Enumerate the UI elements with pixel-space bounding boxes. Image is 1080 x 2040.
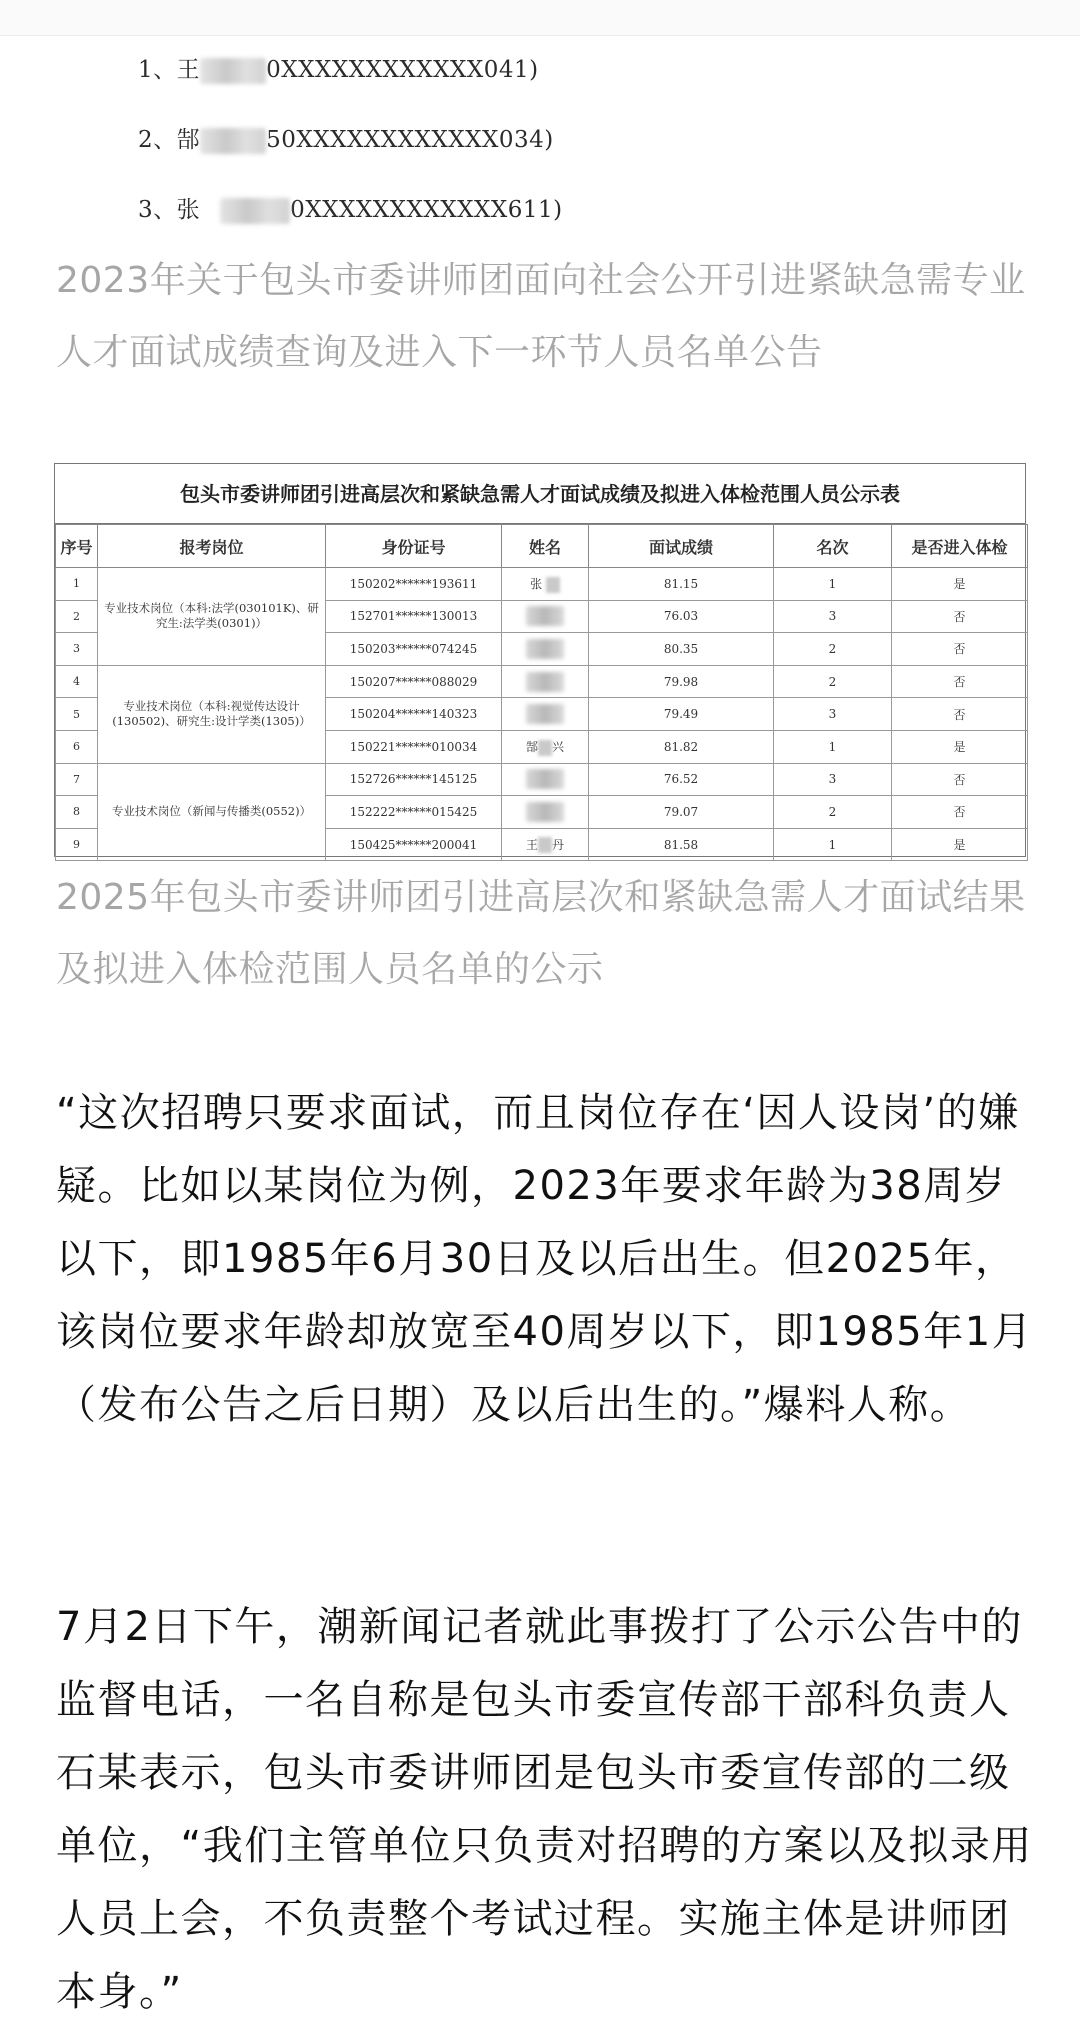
name-list-image bbox=[0, 40, 1080, 240]
table-row: 8 152222******015425 79.07 2 否 bbox=[56, 796, 1028, 829]
top-bar bbox=[0, 0, 1080, 36]
col-header: 身份证号 bbox=[326, 525, 502, 568]
table-header-row bbox=[56, 525, 1028, 568]
blurred-name bbox=[546, 577, 560, 593]
score-table-image bbox=[54, 463, 1026, 857]
blurred-name bbox=[526, 704, 564, 724]
score-table bbox=[55, 524, 1028, 861]
table-row: 2 152701******130013 76.03 3 否 bbox=[56, 600, 1028, 633]
col-header: 序号 bbox=[56, 525, 98, 568]
name-cell bbox=[502, 796, 589, 829]
table-title: 包头市委讲师团引进高层次和紧缺急需人才面试成绩及拟进入体检范围人员公示表 bbox=[55, 464, 1025, 524]
col-header: 是否进入体检 bbox=[892, 525, 1028, 568]
col-header: 姓名 bbox=[502, 525, 589, 568]
blurred-name bbox=[526, 769, 564, 789]
article-paragraph: “这次招聘只要求面试，而且岗位存在‘因人设岗’的嫌疑。比如以某岗位为例，2023年要求年龄为38周岁以下，即1985年6月30日及以后出生。但2025年，该岗位要求年龄却放宽至40周岁以下，即1985年1月（发布公告之后日期）及以后出生的。”爆料人称。 bbox=[56, 1090, 1034, 1428]
name-list-item: 2、郜 50XXXXXXXXXXXX034) bbox=[138, 127, 554, 153]
article-paragraph: 7月2日下午，潮新闻记者就此事拨打了公示公告中的监督电话，一名自称是包头市委宣传部干部科负责人石某表示，包头市委讲师团是包头市委宣传部的二级单位，“我们主管单位只负责对招聘的方案以及拟录用人员上会，不负责整个考试过程。实施主体是讲师团本身。” bbox=[56, 1604, 1033, 2015]
table-row: 9 150425******200041 王 丹 81.58 1 是 bbox=[56, 828, 1028, 861]
name-cell bbox=[502, 633, 589, 666]
name-cell: 郜 兴 bbox=[502, 730, 589, 763]
name-cell bbox=[502, 763, 589, 796]
blurred-name bbox=[526, 672, 564, 692]
name-list-item: 1、王 0XXXXXXXXXXXX041) bbox=[138, 57, 539, 83]
caption-2025: 2025年包头市委讲师团引进高层次和紧缺急需人才面试结果及拟进入体检范围人员名单的公示 bbox=[56, 877, 1026, 990]
blurred-name bbox=[200, 58, 266, 84]
post-cell: 专业技术岗位（本科:法学(030101K)、研究生:法学类(0301)） bbox=[98, 568, 326, 666]
blurred-name bbox=[538, 740, 552, 756]
blurred-name bbox=[526, 606, 564, 626]
post-cell: 专业技术岗位（本科:视觉传达设计(130502)、研究生:设计学类(1305)） bbox=[98, 665, 326, 763]
blurred-name bbox=[526, 802, 564, 822]
blurred-name bbox=[220, 198, 290, 224]
name-list-item: 3、张 0XXXXXXXXXXXX611) bbox=[138, 197, 563, 223]
table-row: 3 150203******074245 80.35 2 否 bbox=[56, 633, 1028, 666]
col-header: 名次 bbox=[774, 525, 892, 568]
name-cell: 张 bbox=[502, 568, 589, 601]
table-row: 5 150204******140323 79.49 3 否 bbox=[56, 698, 1028, 731]
name-cell bbox=[502, 698, 589, 731]
table-row: 7 专业技术岗位（新闻与传播类(0552)） 152726******145125 76.52 3 否 bbox=[56, 763, 1028, 796]
blurred-name bbox=[526, 639, 564, 659]
blurred-name bbox=[538, 837, 552, 853]
caption-2023: 2023年关于包头市委讲师团面向社会公开引进紧缺急需专业人才面试成绩查询及进入下一环节人员名单公告 bbox=[56, 260, 1026, 373]
col-header: 面试成绩 bbox=[589, 525, 774, 568]
table-row: 4 专业技术岗位（本科:视觉传达设计(130502)、研究生:设计学类(1305)） 150207******088029 79.98 2 否 bbox=[56, 665, 1028, 698]
name-cell bbox=[502, 600, 589, 633]
name-cell: 王 丹 bbox=[502, 828, 589, 861]
table-row: 6 150221******010034 郜 兴 81.82 1 是 bbox=[56, 730, 1028, 763]
col-header: 报考岗位 bbox=[98, 525, 326, 568]
post-cell: 专业技术岗位（新闻与传播类(0552)） bbox=[98, 763, 326, 861]
name-cell bbox=[502, 665, 589, 698]
table-row: 1 专业技术岗位（本科:法学(030101K)、研究生:法学类(0301)） 150202******193611 张 81.15 1 是 bbox=[56, 568, 1028, 601]
blurred-name bbox=[200, 128, 266, 154]
